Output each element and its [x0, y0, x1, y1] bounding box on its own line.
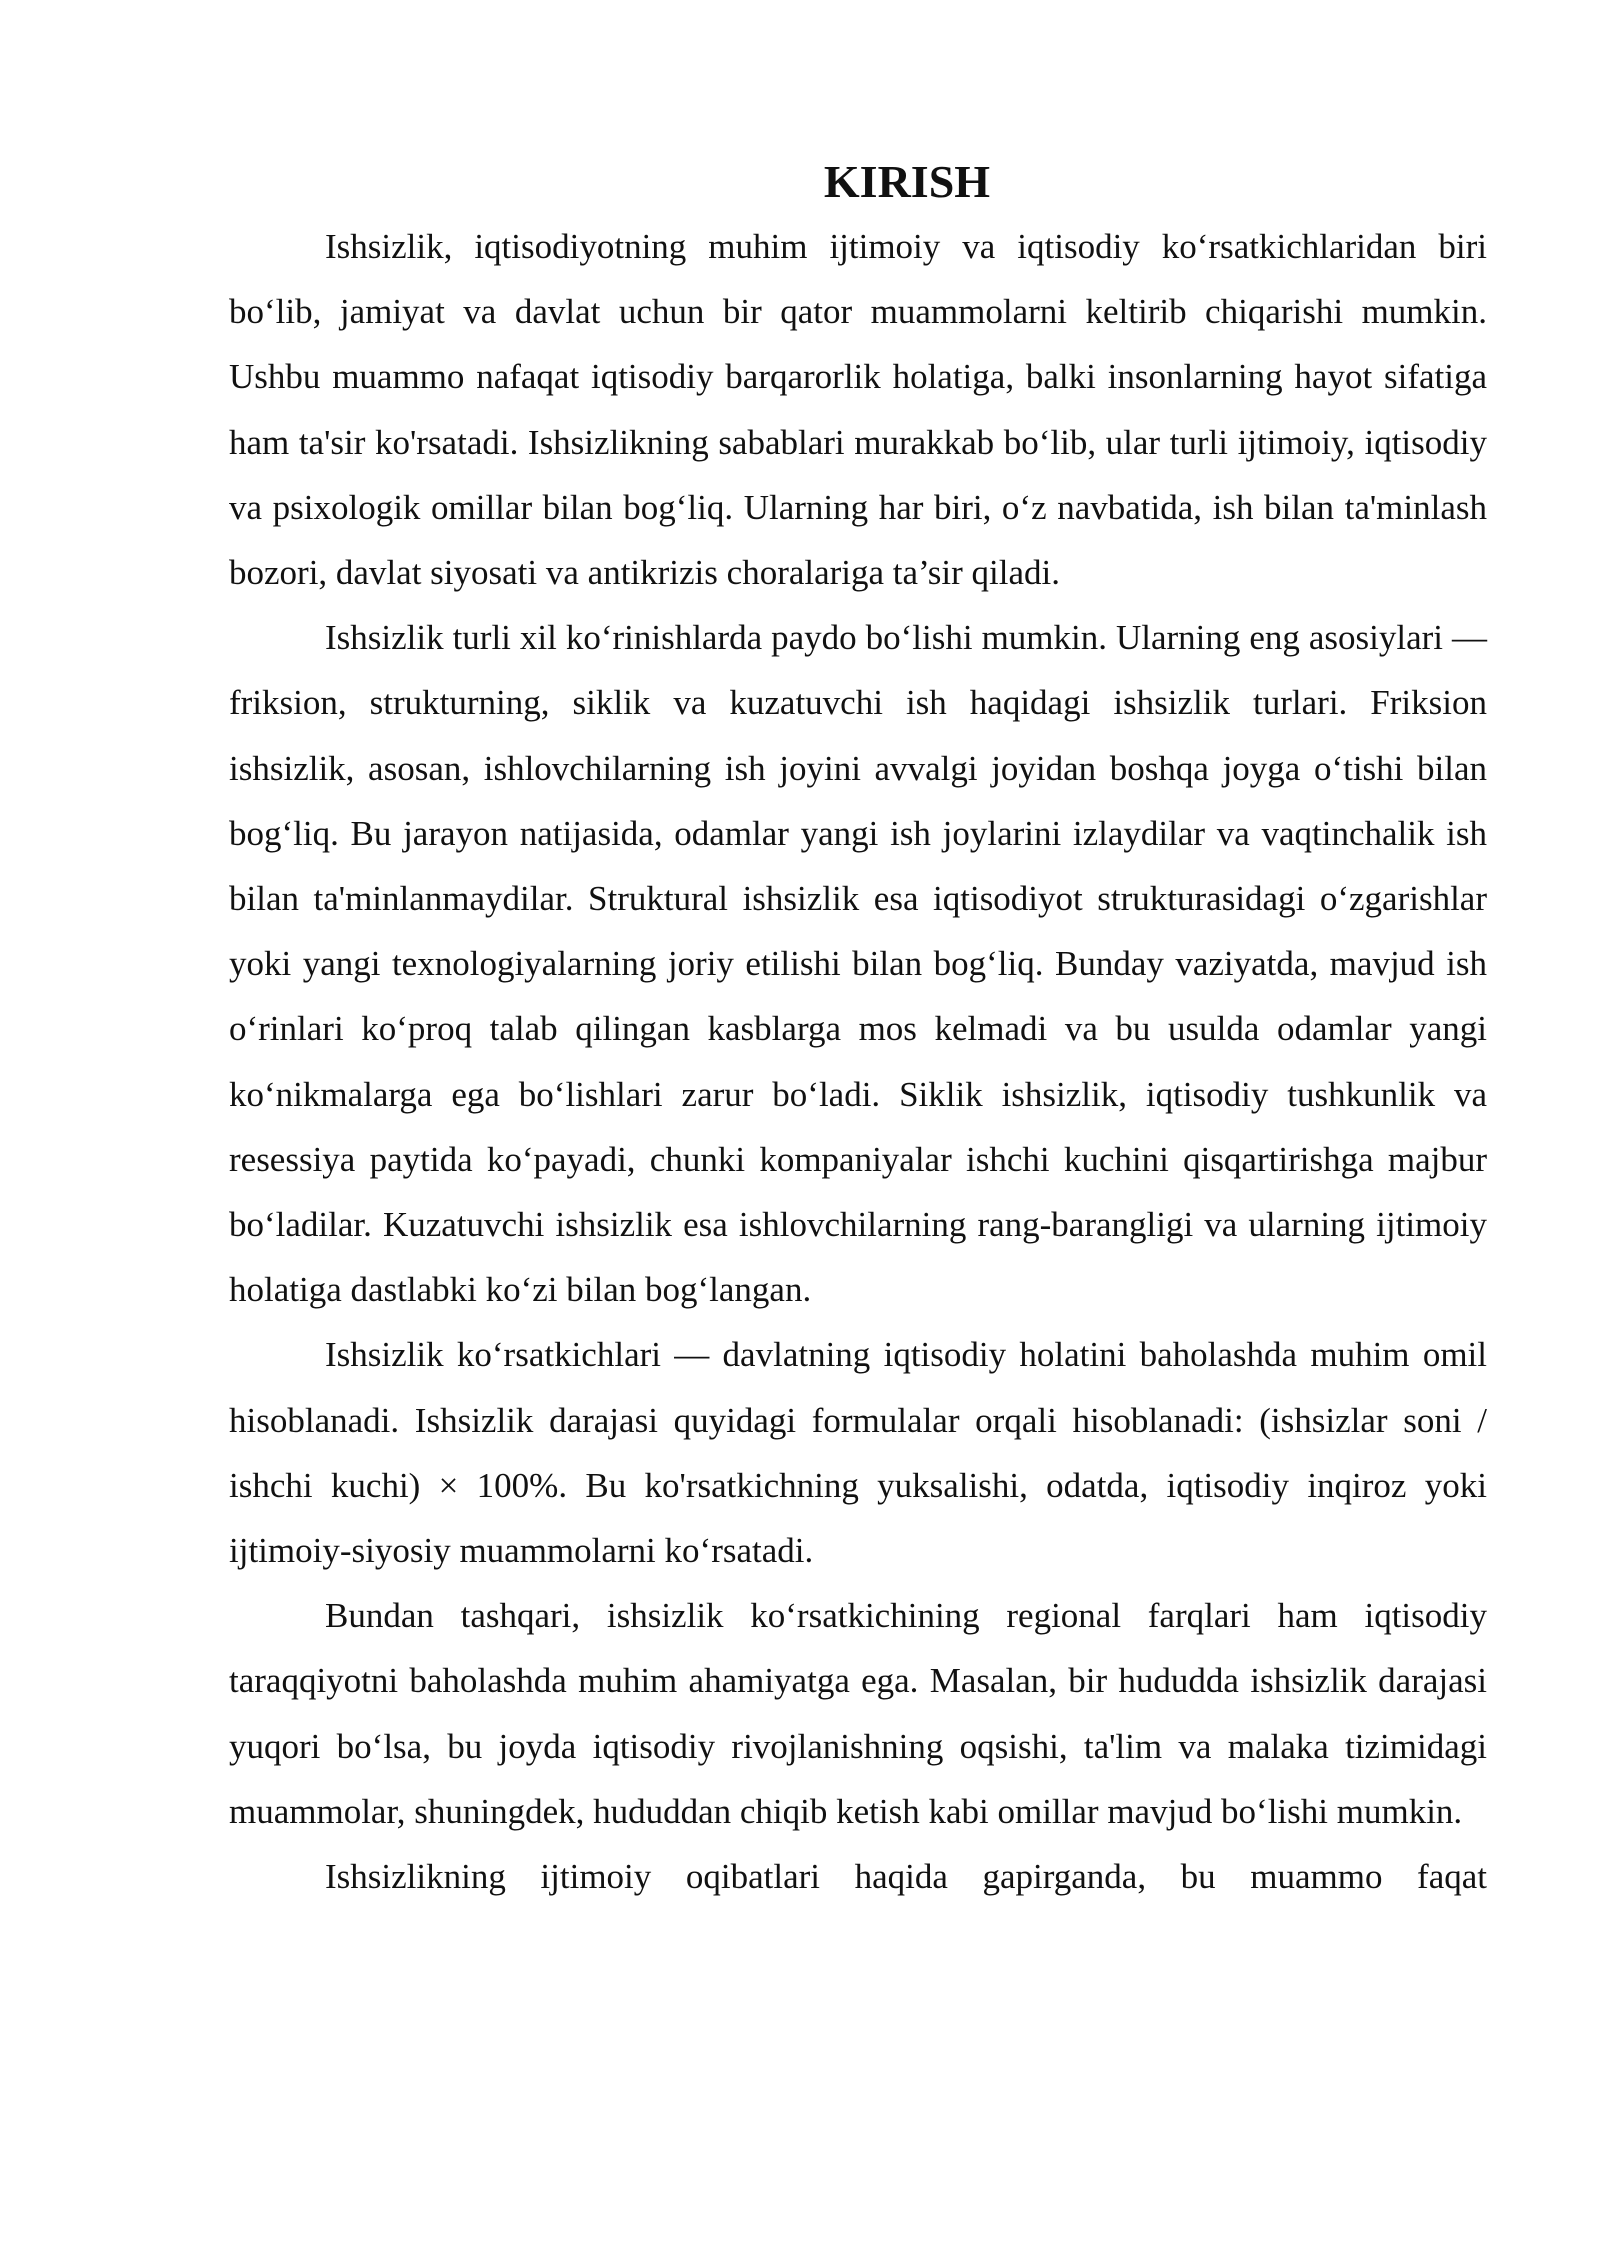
document-page [229, 150, 1487, 1909]
paragraph-consequences: Ishsizlikning ijtimoiy oqibatlari haqida gapirganda, bu muammo faqat [325, 1857, 1487, 1897]
paragraph-indicators: Ishsizlik koʻrsatkichlari — davlatning iqtisodiy holatini baholashda muhim omil hisoblanadi. Ishsizlik darajasi quyidagi formulalar orqali hisoblanadi: (ishsizlar soni / ishchi kuchi) × 100%. Bu ko'rsatkichning yuksalishi, odatda, iqtisodiy inqiroz yoki ijtimoiy-siyosiy muammolarni koʻrsatadi. [229, 1335, 1487, 1571]
paragraph-regional: Bundan tashqari, ishsizlik koʻrsatkichining regional farqlari ham iqtisodiy taraqqiyotni baholashda muhim ahamiyatga ega. Masalan, bir hududda ishsizlik darajasi yuqori boʻlsa, bu joyda iqtisodiy rivojlanishning oqsishi, ta'lim va malaka tizimidagi muammolar, shuningdek, hududdan chiqib ketish kabi omillar mavjud boʻlishi mumkin. [229, 1596, 1487, 1831]
paragraph-types: Ishsizlik turli xil koʻrinishlarda paydo boʻlishi mumkin. Ularning eng asosiylari — friksion, strukturning, siklik va kuzatuvchi ish haqidagi ishsizlik turlari. Friksion ishsizlik, asosan, ishlovchilarning ish joyini avvalgi joyidan boshqa joyga oʻtishi bilan bogʻliq. Bu jarayon natijasida, odamlar yangi ish joylarini izlaydilar va vaqtinchalik ish bilan ta'minlanmaydilar. Struktural ishsizlik esa iqtisodiyot strukturasidagi oʻzgarishlar yoki yangi texnologiyalarning joriy etilishi bilan bogʻliq. Bunday vaziyatda, mavjud ish oʻrinlari koʻproq talab qilingan kasblarga mos kelmadi va bu usulda odamlar yangi koʻnikmalarga ega boʻlishlari zarur boʻladi. Siklik ishsizlik, iqtisodiy tushkunlik va resessiya paytida koʻpayadi, chunki kompaniyalar ishchi kuchini qisqartirishga majbur boʻladilar. Kuzatuvchi ishsizlik esa ishlovchilarning rang-barangligi va ularning ijtimoiy holatiga dastlabki koʻzi bilan bogʻlangan. [229, 618, 1487, 1310]
page-title: KIRISH [823, 156, 991, 207]
paragraph-intro: Ishsizlik, iqtisodiyotning muhim ijtimoiy va iqtisodiy koʻrsatkichlaridan biri boʻlib, jamiyat va davlat uchun bir qator muammolarni keltirib chiqarishi mumkin. Ushbu muammo nafaqat iqtisodiy barqarorlik holatiga, balki insonlarning hayot sifatiga ham ta'sir ko'rsatadi. Ishsizlikning sabablari murakkab boʻlib, ular turli ijtimoiy, iqtisodiy va psixologik omillar bilan bogʻliq. Ularning har biri, oʻz navbatida, ish bilan ta'minlash bozori, davlat siyosati va antikrizis choralariga ta’sir qiladi. [229, 227, 1487, 593]
